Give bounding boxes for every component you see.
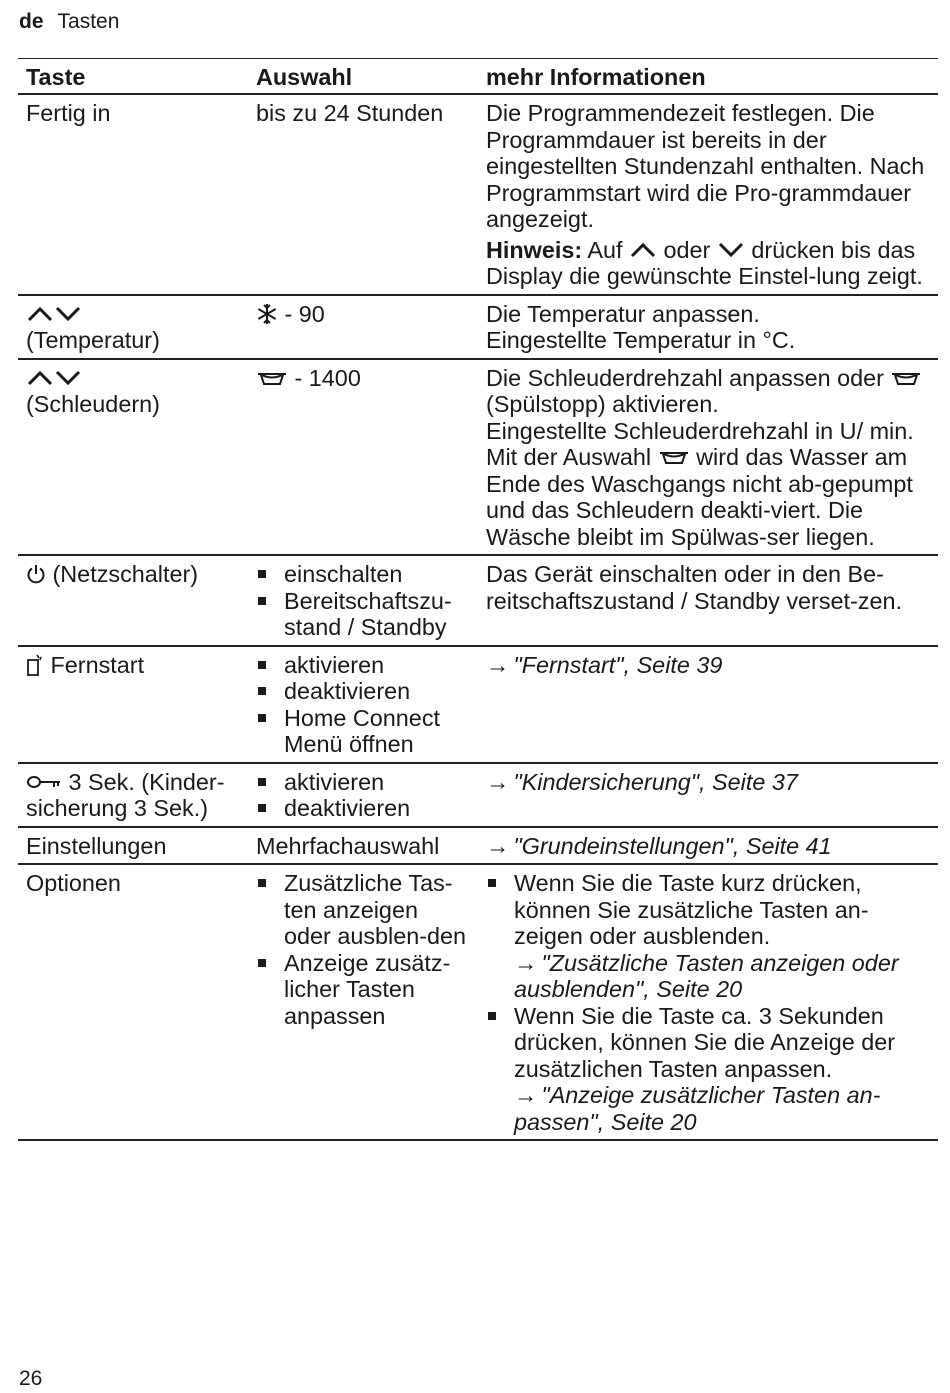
- list-item: aktivieren: [256, 652, 470, 679]
- key-cell: [18, 555, 248, 646]
- list-item: Home Connect Menü öffnen: [256, 705, 470, 758]
- chevron-down-icon: [717, 240, 745, 260]
- key-cell: Fertig in: [18, 94, 248, 295]
- cross-reference-link[interactable]: "Zusätzliche Tasten anzeigen oder ausblenden", Seite 20: [514, 949, 899, 1002]
- table-row: [18, 763, 938, 827]
- column-header-info: mehr Informationen: [478, 59, 938, 95]
- key-icon: [26, 774, 62, 790]
- hint-part: drücken bis das Display die gewünschte Einstel-lung zeigt.: [486, 236, 923, 289]
- reference-arrow: →: [486, 651, 510, 678]
- key-cell: [18, 763, 248, 827]
- list-item: [486, 1003, 930, 1136]
- reference-arrow: →: [486, 832, 510, 859]
- selection-cell: [248, 359, 478, 556]
- info-text: (Spülstopp) aktivieren.: [486, 391, 719, 417]
- list-item: aktivieren: [256, 769, 470, 796]
- key-cell: [18, 295, 248, 359]
- info-cell: [478, 646, 938, 763]
- remote-start-icon: [26, 654, 44, 676]
- info-text: wird das Wasser am Ende des Waschgangs nicht ab-gepumpt und das Schleudern deakti-viert. Die Wäsche bleibt im Spülwas-ser liegen.: [486, 444, 913, 550]
- column-header-key: Taste: [18, 59, 248, 95]
- key-label: (Netzschalter): [52, 561, 199, 587]
- hint-part: oder: [663, 236, 711, 263]
- selection-cell: [248, 295, 478, 359]
- info-text: Wenn Sie die Taste kurz drücken, können Sie zusätzliche Tasten an-zeigen oder ausblenden.: [514, 870, 869, 949]
- list-item: deaktivieren: [256, 795, 470, 822]
- info-cell: [478, 359, 938, 556]
- table-header-row: [18, 59, 938, 95]
- key-label: (Schleudern): [26, 391, 160, 417]
- selection-cell: [248, 763, 478, 827]
- selection-list: [256, 870, 470, 1029]
- list-item: deaktivieren: [256, 678, 470, 705]
- key-cell: Einstellungen: [18, 827, 248, 865]
- language-code: de: [19, 10, 44, 33]
- reference-arrow: →: [514, 949, 538, 976]
- table-row: [18, 295, 938, 359]
- info-text: Wenn Sie die Taste ca. 3 Sekunden drücken, können Sie die Anzeige der zusätzlichen Tasten anpassen.: [514, 1002, 896, 1082]
- hint-label: Hinweis:: [486, 236, 583, 263]
- selection-list: [256, 561, 470, 641]
- reference-arrow: →: [514, 1082, 538, 1108]
- info-text: Mit der Auswahl: [486, 444, 652, 470]
- key-label: 3 Sek. (Kinder-sicherung 3 Sek.): [26, 768, 225, 821]
- info-cell: [478, 295, 938, 359]
- selection-range: - 90: [284, 300, 325, 327]
- power-icon: [26, 564, 46, 584]
- info-cell: [478, 94, 938, 295]
- selection-range: - 1400: [294, 364, 361, 391]
- table-row: [18, 359, 938, 556]
- info-text: Die Schleuderdrehzahl anpassen oder: [486, 364, 884, 391]
- selection-list: [256, 769, 470, 822]
- snowflake-icon: [256, 303, 278, 325]
- selection-cell: bis zu 24 Stunden: [248, 94, 478, 295]
- cross-reference-link[interactable]: "Fernstart", Seite 39: [513, 651, 723, 678]
- table-row: [18, 827, 938, 865]
- info-text: Eingestellte Schleuderdrehzahl in U/ min.: [486, 417, 914, 444]
- selection-cell: [248, 864, 478, 1140]
- info-cell: [478, 827, 938, 865]
- info-text: Die Programmendezeit festlegen. Die Programmdauer ist bereits in der eingestellten Stundenzahl enthalten. Nach Programmstart wird die Pro-grammdauer angezeigt.: [486, 100, 925, 232]
- keys-table: [18, 58, 938, 1141]
- rinse-hold-icon: [890, 369, 922, 387]
- rinse-hold-icon: [658, 448, 690, 466]
- key-label: (Temperatur): [26, 327, 160, 353]
- selection-list: [256, 652, 470, 758]
- column-header-selection: Auswahl: [248, 59, 478, 95]
- info-cell: [478, 763, 938, 827]
- reference-arrow: →: [486, 768, 510, 795]
- chevron-up-icon: [26, 304, 54, 324]
- chevron-up-icon: [629, 240, 657, 260]
- cross-reference-link[interactable]: "Anzeige zusätzlicher Tasten an-passen", Seite 20: [514, 1082, 881, 1135]
- info-cell: Das Gerät einschalten oder in den Be-reitschaftszustand / Standby verset-zen.: [478, 555, 938, 646]
- hint-part: Auf: [587, 236, 623, 263]
- key-label: Fernstart: [50, 651, 145, 678]
- list-item: einschalten: [256, 561, 470, 588]
- list-item: Bereitschaftszu-stand / Standby: [256, 588, 470, 641]
- key-cell: [18, 359, 248, 556]
- info-text: Eingestellte Temperatur in °C.: [486, 327, 796, 353]
- table-row: [18, 555, 938, 646]
- cross-reference-link[interactable]: "Grundeinstellungen", Seite 41: [513, 832, 832, 859]
- page-header: [19, 8, 119, 36]
- selection-cell: Mehrfachauswahl: [248, 827, 478, 865]
- list-item: [486, 870, 930, 1003]
- info-list: [486, 870, 930, 1135]
- cross-reference-link[interactable]: "Kindersicherung", Seite 37: [513, 768, 798, 795]
- section-title: Tasten: [57, 10, 120, 33]
- info-text: Die Temperatur anpassen.: [486, 300, 760, 327]
- info-cell: [478, 864, 938, 1140]
- table-row: [18, 864, 938, 1140]
- hint-text: [486, 237, 930, 290]
- selection-cell: [248, 646, 478, 763]
- page-number: 26: [19, 1367, 43, 1390]
- list-item: Zusätzliche Tas-ten anzeigen oder ausblen-den: [256, 870, 470, 950]
- selection-cell: [248, 555, 478, 646]
- table-row: [18, 94, 938, 295]
- key-cell: Optionen: [18, 864, 248, 1140]
- list-item: Anzeige zusätz-licher Tasten anpassen: [256, 950, 470, 1030]
- rinse-hold-icon: [256, 369, 288, 387]
- table-row: [18, 646, 938, 763]
- chevron-down-icon: [54, 304, 82, 324]
- key-cell: [18, 646, 248, 763]
- chevron-down-icon: [54, 368, 82, 388]
- chevron-up-icon: [26, 368, 54, 388]
